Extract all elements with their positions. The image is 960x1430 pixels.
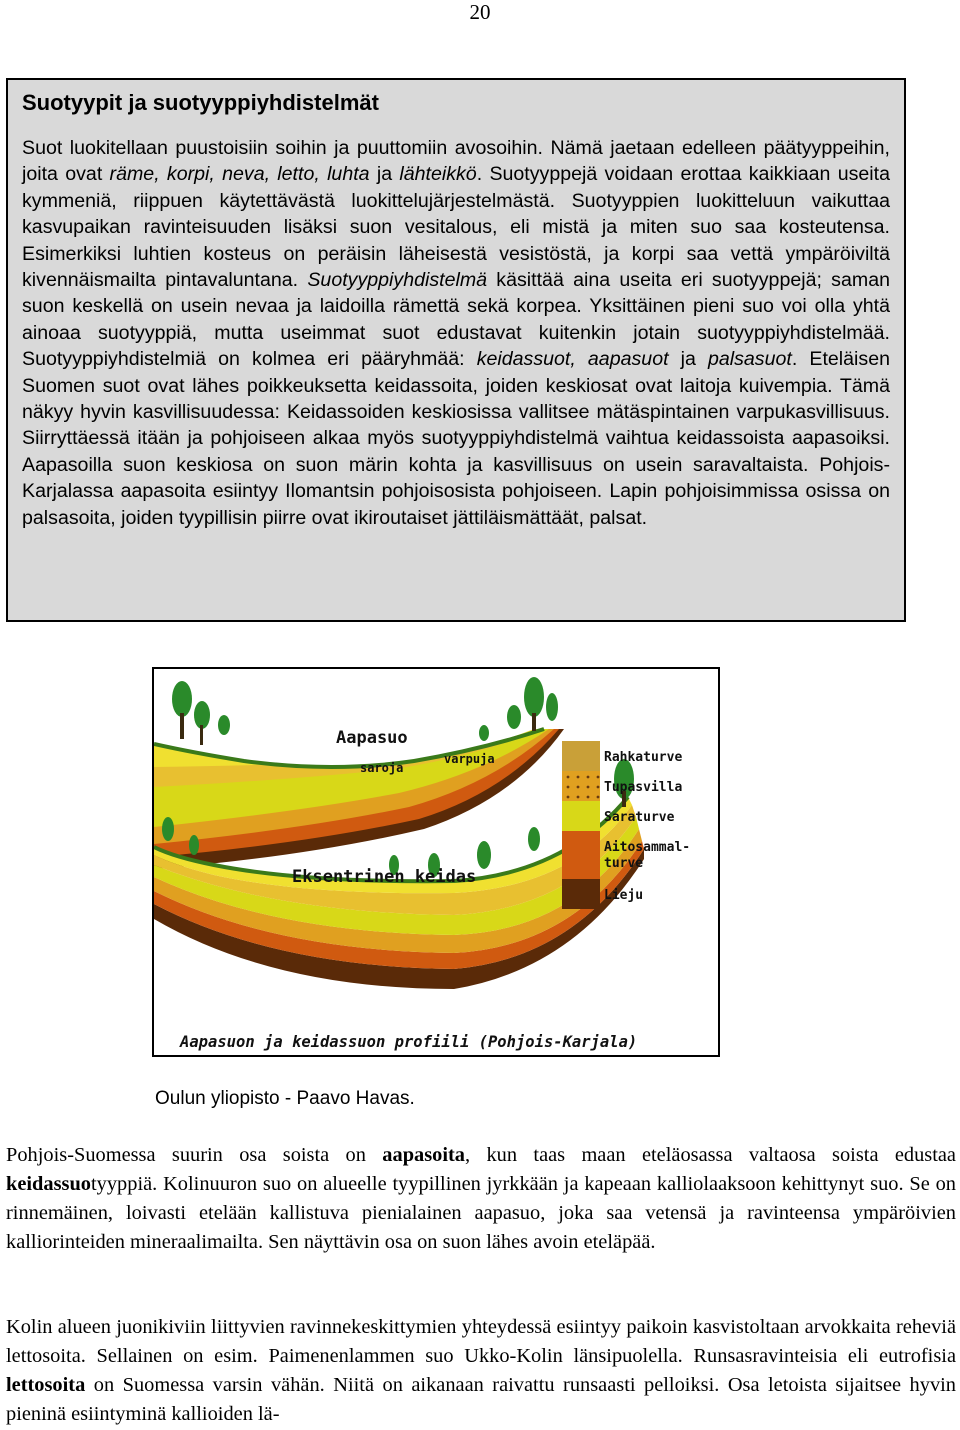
legend-dot: [587, 796, 590, 799]
bog-profile-figure: [152, 667, 720, 1057]
text-run: on Suomessa varsin vähän. Niitä on aikanaan raivattu runsaasti pelloiksi. Osa letoista sijaitsee hyvin pieninä esiintyminä kallioiden lä-: [6, 1373, 956, 1425]
text-run: Suotyyppiyhdistelmä: [307, 269, 488, 292]
text-run: Pohjois-Suomessa suurin osa soista on: [6, 1144, 383, 1166]
legend-dot: [577, 796, 580, 799]
text-run: . Eteläisen Suomen suot ovat lähes poikkeuksetta keidassoita, joiden keskiosat ovat laitoja kuivempia. Tämä näkyy hyvin kasvillisuudessa: Keidassoiden keskiosissa vallitsee mätäspintainen varpukasvillisuus. Siirryttäessä itään ja pohjoiseen alkaa myös suotyyppiyhdistelmä vaihtua keidassoista aapasoiksi. Aapasoilla suon keskiosa on suon märin kohta ja kasvillisuus on usein saravaltaista. Pohjois-Karjalassa aapasoita esiintyy Ilomantsin pohjoisosista pohjoiseen. Lapin pohjoisimmissa osissa on palsasoita, joiden tyypillisin piirre ovat ikiroutaiset jättiläismättäät, palsat.: [22, 348, 890, 529]
text-run: , kun taas maan eteläosassa valtaosa soista edustaa: [465, 1144, 956, 1166]
legend-label: turve: [604, 856, 644, 871]
text-run: ja: [668, 348, 708, 371]
text-run: tyyppiä. Kolinuuron suo on alueelle tyypillinen jyrkkään ja kapeaan kalliolaaksoon kehittynyt suo. Se on rinnemäinen, loivasti etelään kallistuva pienialainen aapasuo, joka saa vetensä ja ravinteensa ympäröivien kalliorinteiden mineraalimailta. Sen näyttävin osa on suon lähes avoin eteläpää.: [6, 1172, 956, 1253]
legend-dot: [587, 776, 590, 779]
legend-dot: [567, 796, 570, 799]
label-saroja: saroja: [360, 761, 404, 775]
box-title: Suotyypit ja suotyyppiyhdistelmät: [22, 90, 379, 115]
text-run: Suot luokitellaan puustoisiin soihin ja puuttomiin avosoihin. Nämä jaetaan edelleen päätyyppeihin, joita ovat: [22, 137, 890, 186]
legend-label: Rahkaturve: [604, 750, 683, 765]
legend-dot: [597, 786, 600, 789]
box-paragraph: [22, 135, 890, 531]
label-eksentrinen-keidas: Eksentrinen keidas: [292, 867, 477, 887]
legend-swatch: [562, 741, 600, 771]
text-run: . Suotyyppejä voidaan erottaa kaikkiaan useita kymmeniä, riippuen käytettävästä luokittelujärjestelmästä. Suotyyppien luokitteluun vaikuttaa kasvupaikan ravinteisuuden lisäksi suon vesitalous, eli mistä ja miten suo saa kosteutensa. Esimerkiksi luhtien kosteus on peräisin läheisestä vesistöstä, ja korpi saa vettä ympäröiviltä kivennäismailta pintavaluntana.: [22, 163, 891, 292]
legend-dot: [577, 776, 580, 779]
label-aapasuo: Aapasuo: [336, 728, 408, 748]
legend-swatch: [562, 831, 600, 879]
box-body: [22, 135, 890, 531]
text-run: keidassuot, aapasuot: [476, 348, 669, 371]
text-run: aapasoita: [382, 1144, 466, 1166]
bog-profile-illustration: [154, 669, 718, 1055]
info-box: [6, 78, 906, 622]
text-run: lettosoita: [6, 1373, 86, 1396]
legend-label: Aitosammal-: [604, 840, 691, 855]
page-number: 20: [469, 0, 491, 24]
legend-label: Lieju: [604, 888, 644, 903]
text-run: keidassuo: [6, 1172, 91, 1195]
body-paragraph-1: [6, 1141, 956, 1257]
legend-dot: [597, 776, 600, 779]
text-run: palsasuot: [707, 348, 792, 371]
legend-dot: [567, 786, 570, 789]
text-run: Kolin alueen juonikiviin liittyvien ravinnekeskittymien yhteydessä esiintyy paikoin kasvistoltaan arvokkaita reheviä lettosoita. Sellainen on esim. Paimenenlammen suo Ukko-Kolin länsipuolella. Runsasravinteisia eli eutrofisia: [6, 1316, 956, 1367]
text-run: lähteikkö: [399, 163, 477, 186]
legend-dot: [577, 786, 580, 789]
figure-credit: Oulun yliopisto - Paavo Havas.: [155, 1088, 415, 1109]
text-run: räme, korpi, neva, letto, luhta: [109, 163, 370, 186]
label-varpuja: varpuja: [444, 752, 495, 766]
aapasuo-profile: [154, 669, 564, 869]
legend-dot: [587, 786, 590, 789]
legend-dot: [567, 776, 570, 779]
legend-swatch: [562, 879, 600, 909]
figure-caption: Aapasuon ja keidassuon profiili (Pohjois-Karjala): [180, 1033, 638, 1051]
text-run: ja: [369, 163, 400, 186]
legend-swatch: [562, 801, 600, 831]
text-run: käsittää aina useita eri suotyyppejä; saman suon keskellä on usein nevaa ja laidoilla rämettä sekä korpea. Yksittäinen pieni suo voi olla yhtä ainoaa suotyyppiä, mutta useimmat suot edustavat kuitenkin jotain suotyyppiyhdistelmää. Suotyyppiyhdistelmiä on kolmea eri pääryhmää:: [22, 269, 890, 371]
body-paragraph-2: [6, 1313, 956, 1429]
legend-label: Tupasvilla: [604, 780, 683, 795]
legend-dot: [597, 796, 600, 799]
legend-label: Saraturve: [604, 810, 675, 825]
